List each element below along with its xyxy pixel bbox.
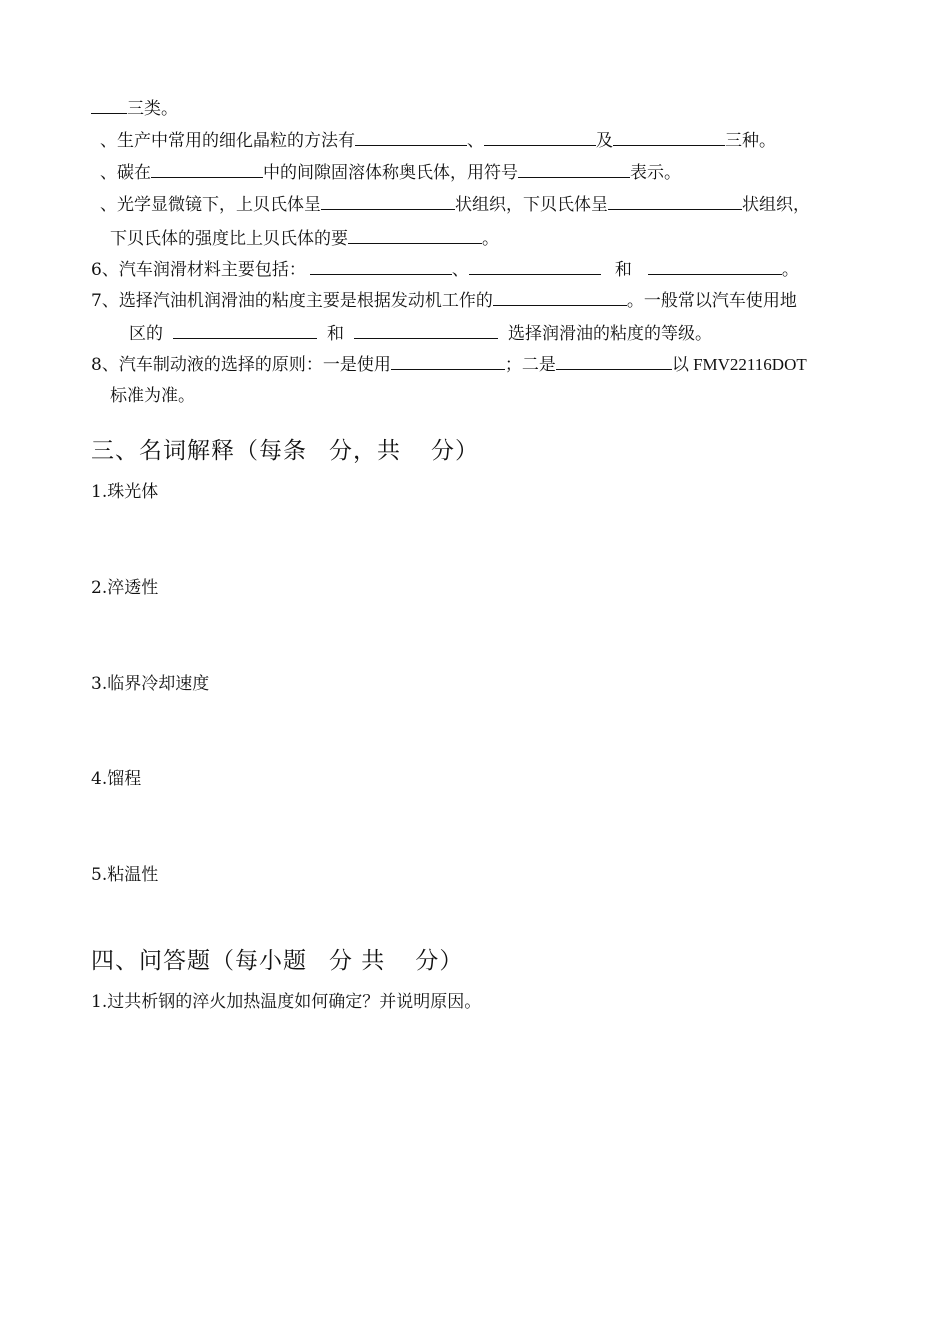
section-4-heading: 四、问答题（每小题 分 共 分） [91,948,464,974]
question-7: 7、选择汽油机润滑油的粘度主要是根据发动机工作的 。一般常以汽车使用地 [91,291,797,311]
question-8: 8、汽车制动液的选择的原则：一是使用 ；二是 以 FMV22116DOT [91,355,807,375]
answer-blank[interactable] [613,129,725,146]
question-item: 1.过共析钢的淬火加热温度如何确定？并说明原因。 [91,992,482,1012]
definition-item: 5.粘温性 [91,865,159,885]
fill-line-3: 、光学显微镜下，上贝氏体呈 状组织，下贝氏体呈 状组织， [100,195,810,215]
answer-blank[interactable] [518,161,630,178]
question-8b: 标准为准。 [110,386,195,406]
answer-blank[interactable] [355,129,467,146]
answer-blank[interactable] [321,193,455,210]
answer-blank[interactable] [469,258,601,275]
answer-blank[interactable] [608,193,742,210]
answer-blank[interactable] [354,322,498,339]
definition-item: 2.淬透性 [91,578,159,598]
definition-item: 3.临界冷却速度 [91,674,210,694]
fill-line-2: 、碳在 中的间隙固溶体称奥氏体，用符号 表示。 [100,163,681,183]
question-6: 6、汽车润滑材料主要包括： 、 和 。 [91,260,799,280]
question-7b: 区的 和 选择润滑油的粘度的等级。 [129,324,712,344]
answer-blank[interactable] [493,289,627,306]
answer-blank[interactable] [556,353,672,370]
fill-line-3b: 下贝氏体的强度比上贝氏体的要 。 [110,229,499,249]
fill-line-0: 三类。 [91,97,178,120]
answer-blank[interactable] [91,97,127,114]
section-3-heading: 三、名词解释（每条 分，共 分） [91,438,479,464]
answer-blank[interactable] [151,161,263,178]
answer-blank[interactable] [484,129,596,146]
answer-blank[interactable] [391,353,505,370]
definition-item: 1.珠光体 [91,482,159,502]
fill-line-1: 、生产中常用的细化晶粒的方法有 、 及 三种。 [100,131,776,151]
answer-blank[interactable] [648,258,782,275]
answer-blank[interactable] [348,227,482,244]
answer-blank[interactable] [173,322,317,339]
definition-item: 4.馏程 [91,769,142,789]
answer-blank[interactable] [310,258,452,275]
